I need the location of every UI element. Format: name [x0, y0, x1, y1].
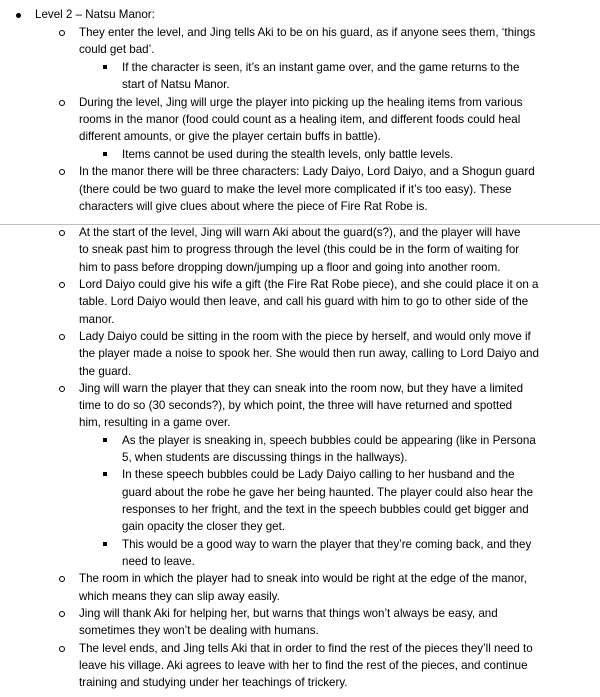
bullet-circle-icon [59, 334, 65, 340]
text-line: The level ends, and Jing tells Aki that in order to find the rest of the pieces they’ll need to [79, 642, 533, 655]
text-line: The room in which the player had to sneak into would be right at the edge of the manor, [79, 572, 527, 585]
bullet-square-icon [103, 542, 107, 546]
text-line: training and studying under her teachings of trickery. [79, 676, 348, 689]
text-line: (there could be two guard to make the level more complicated if it’s too easy). These [79, 183, 512, 196]
text-line: leave his village. Aki agrees to leave with her to find the rest of the pieces, and continue [79, 659, 528, 672]
text-line: could get bad’. [79, 43, 155, 56]
text-line: This would be a good way to warn the player that they’re coming back, and they [122, 538, 532, 551]
bullet-circle-icon [59, 169, 65, 175]
text-line: sometimes they won’t be dealing with humans. [79, 624, 319, 637]
text-line: In these speech bubbles could be Lady Daiyo calling to her husband and the [122, 468, 515, 481]
text-line: responses to her fright, and the text in the speech bubbles could get bigger and [122, 503, 529, 516]
bullet-square-icon [103, 472, 107, 476]
text-line: to sneak past him to progress through the level (this could be in the form of waiting for [79, 243, 520, 256]
bullet-disc-icon [16, 13, 21, 18]
text-line: Lord Daiyo could give his wife a gift (the Fire Rat Robe piece), and she could place it on a [79, 278, 539, 291]
bullet-circle-icon [59, 30, 65, 36]
text-line: different amounts, or give the player certain buffs in battle). [79, 130, 381, 143]
bullet-circle-icon [59, 282, 65, 288]
text-line: Lady Daiyo could be sitting in the room with the piece by herself, and would only move if [79, 330, 531, 343]
text-line: gain opacity the closer they get. [122, 520, 286, 533]
text-line: time to do so (30 seconds?), by which point, the three will have returned and spotted [79, 399, 513, 412]
text-line: him, resulting in a game over. [79, 416, 231, 429]
text-line: him to pass before dropping down/jumping up a floor and going into another room. [79, 261, 501, 274]
text-line: rooms in the manor (food could count as a healing item, and different foods could heal [79, 113, 521, 126]
bullet-circle-icon [59, 100, 65, 106]
text-line: guard about the robe he gave her being haunted. The player could also hear the [122, 486, 534, 499]
text-line: start of Natsu Manor. [122, 78, 230, 91]
bullet-circle-icon [59, 646, 65, 652]
section-heading: Level 2 – Natsu Manor: [35, 8, 155, 21]
text-line: the player made a noise to spook her. She would then run away, calling to Lord Daiyo and [79, 347, 539, 360]
bullet-circle-icon [59, 576, 65, 582]
bullet-square-icon [103, 65, 107, 69]
bullet-circle-icon [59, 230, 65, 236]
text-line: characters will give clues about where the piece of Fire Rat Robe is. [79, 200, 428, 213]
text-line: As the player is sneaking in, speech bubbles could be appearing (like in Persona [122, 434, 536, 447]
text-line: At the start of the level, Jing will warn Aki about the guard(s?), and the player will have [79, 226, 521, 239]
text-line: the guard. [79, 365, 132, 378]
text-line: In the manor there will be three characters: Lady Daiyo, Lord Daiyo, and a Shogun guard [79, 165, 535, 178]
text-line: Jing will warn the player that they can sneak into the room now, but they have a limited [79, 382, 524, 395]
text-line: They enter the level, and Jing tells Aki to be on his guard, as if anyone sees them, ‘things [79, 26, 536, 39]
text-line: manor. [79, 313, 115, 326]
bullet-circle-icon [59, 611, 65, 617]
text-line: Items cannot be used during the stealth levels, only battle levels. [122, 148, 454, 161]
text-line: 5, when students are discussing things in the hallways). [122, 451, 408, 464]
text-line: If the character is seen, it’s an instant game over, and the game returns to the [122, 61, 520, 74]
text-line: During the level, Jing will urge the player into picking up the healing items from various [79, 96, 523, 109]
text-line: which means they can slip away easily. [79, 590, 280, 603]
bullet-circle-icon [59, 386, 65, 392]
bullet-square-icon [103, 152, 107, 156]
text-line: Jing will thank Aki for helping her, but warns that things won’t always be easy, and [79, 607, 498, 620]
bullet-square-icon [103, 438, 107, 442]
text-line: need to leave. [122, 555, 195, 568]
text-line: table. Lord Daiyo would then leave, and call his guard with him to go to other side of the [79, 295, 529, 308]
